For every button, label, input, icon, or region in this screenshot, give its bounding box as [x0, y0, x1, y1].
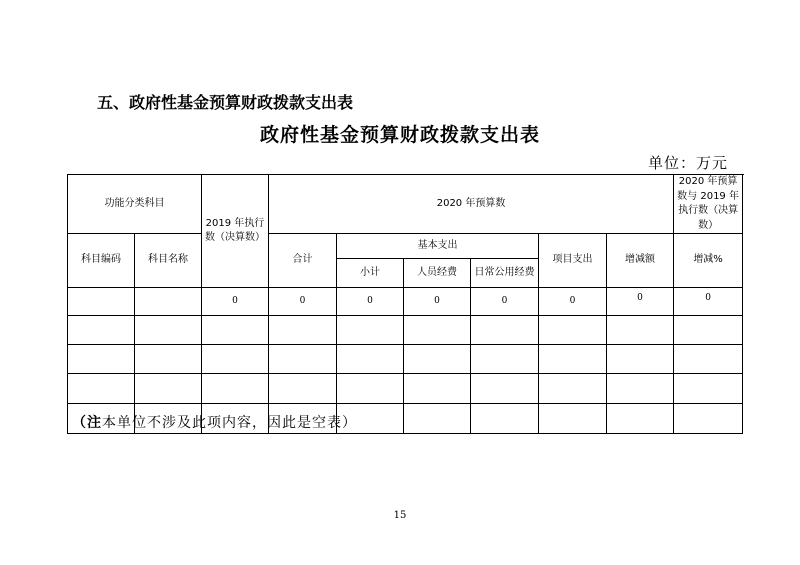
cell-inc-pct: [674, 316, 743, 345]
unit-label: 单位：万元: [647, 154, 728, 172]
cell-inc-pct: [674, 404, 743, 434]
header-public-funds: 日常公用经费: [471, 259, 539, 288]
footnote: [72, 412, 357, 432]
header-basic-expense: 基本支出: [337, 234, 539, 259]
header-exec-2019: 2019 年执行数（决算数）: [202, 175, 269, 288]
cell-inc-pct: [674, 374, 743, 404]
table-row: [68, 345, 743, 374]
cell-personnel: [404, 404, 471, 434]
cell-project: [539, 404, 607, 434]
cell-inc-amount: [607, 374, 674, 404]
table-row: [68, 316, 743, 345]
cell-subtotal: 0: [337, 288, 404, 316]
footnote-text: 本单位不涉及此项内容，因此是空表）: [102, 415, 357, 431]
budget-expenditure-table: [67, 174, 743, 434]
cell-personnel: [404, 316, 471, 345]
header-subtotal: 小计: [337, 259, 404, 288]
table-title: 政府性基金预算财政拨款支出表: [259, 124, 540, 146]
footnote-prefix: （注: [72, 415, 102, 431]
cell-public-funds: 0: [471, 288, 539, 316]
header-row-1: [68, 175, 743, 234]
cell-personnel: [404, 345, 471, 374]
cell-public-funds: [471, 345, 539, 374]
cell-public-funds: [471, 316, 539, 345]
header-subject-code: 科目编码: [68, 234, 135, 288]
cell-inc-pct: [674, 345, 743, 374]
header-increase-pct: 增减%: [674, 234, 743, 288]
cell-public-funds: [471, 374, 539, 404]
cell-name: [135, 374, 202, 404]
cell-total: [269, 316, 337, 345]
table-row: [68, 374, 743, 404]
cell-exec-2019: [202, 345, 269, 374]
cell-personnel: [404, 374, 471, 404]
cell-public-funds: [471, 404, 539, 434]
cell-inc-amount: [607, 404, 674, 434]
cell-personnel: 0: [404, 288, 471, 316]
cell-code: [68, 316, 135, 345]
header-personnel: 人员经费: [404, 259, 471, 288]
header-func-category: 功能分类科目: [68, 175, 202, 234]
cell-code: [68, 374, 135, 404]
cell-name: [135, 288, 202, 316]
cell-code: [68, 288, 135, 316]
cell-subtotal: [337, 345, 404, 374]
cell-project: [539, 374, 607, 404]
section-heading: 五、政府性基金预算财政拨款支出表: [97, 93, 354, 112]
cell-project: 0: [539, 288, 607, 316]
header-row-2: [68, 234, 743, 259]
header-increase-amount: 增减额: [607, 234, 674, 288]
header-project-expense: 项目支出: [539, 234, 607, 288]
cell-project: [539, 316, 607, 345]
cell-inc-pct: 0: [674, 288, 743, 316]
cell-code: [68, 345, 135, 374]
header-subject-name: 科目名称: [135, 234, 202, 288]
header-compare: 2020 年预算数与 2019 年执行数（决算数）: [674, 175, 743, 234]
cell-total: [269, 374, 337, 404]
cell-exec-2019: [202, 316, 269, 345]
cell-exec-2019: [202, 374, 269, 404]
cell-project: [539, 345, 607, 374]
cell-inc-amount: 0: [607, 288, 674, 316]
cell-subtotal: [337, 316, 404, 345]
cell-subtotal: [337, 374, 404, 404]
page-number: 15: [393, 510, 407, 521]
table-row: [68, 288, 743, 316]
cell-inc-amount: [607, 345, 674, 374]
cell-inc-amount: [607, 316, 674, 345]
cell-total: 0: [269, 288, 337, 316]
cell-name: [135, 345, 202, 374]
header-budget-2020: 2020 年预算数: [269, 175, 674, 234]
cell-total: [269, 345, 337, 374]
header-total: 合计: [269, 234, 337, 288]
cell-exec-2019: 0: [202, 288, 269, 316]
cell-name: [135, 316, 202, 345]
